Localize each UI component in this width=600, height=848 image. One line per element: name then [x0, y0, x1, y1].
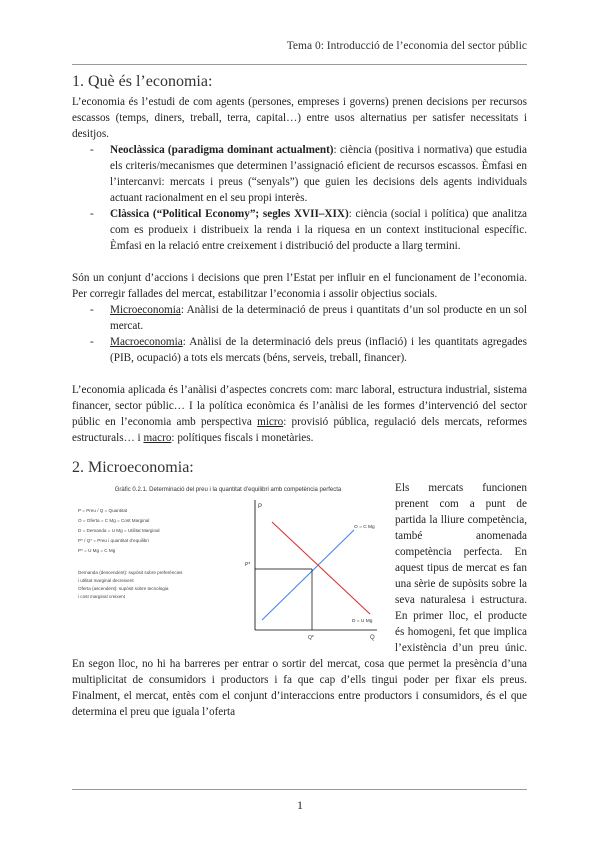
section-2-heading: 2. Microeconomia:	[72, 459, 194, 476]
state-paragraph: Són un conjunt d’accions i decisions que pren l’Estat per influir en el funcionament de l’economia. Per corregir fallades del mercat, estabilitzar l’economia i assolir objectius socials.	[72, 272, 527, 300]
definition-classical: : ciència (social i política) que analitza com es produeix i distribueix la renda i la riquesa en un context institucional específic. Èmfasi en la relació entre creixement i distribució del producte a llarg termini.	[110, 208, 527, 252]
applied-economics-paragraph: L’economia aplicada és l’anàlisi d’aspectes concrets com: marc laboral, estructura industrial, sistema financer, sector públic… I la política econòmica és l’anàlisi de les formes d’intervenció del sector públic en l’economia amb perspectiva micro: provisió pública, regulació dels mercats, reformes estructurals… i macro: polítiques fiscals i monetàries.	[72, 384, 527, 444]
legend-line: P = Preu / Q = Quantitat	[78, 508, 128, 513]
definition-microeconomics: : Anàlisi de la determinació de preus i quantitats d’un sol producte en un sol mercat.	[110, 304, 527, 332]
q-star-label: Q*	[308, 635, 314, 641]
footer-rule	[72, 789, 527, 790]
legend-line: i utilitat marginal decreixent	[78, 578, 134, 583]
legend-line: O = Oferta = C Mg = Cost Marginal	[78, 518, 150, 523]
list-item: - Macroeconomia: Anàlisi de la determinació dels preus (inflació) i les quantitats agregades (PIB, ocupació) a tots els mercats (béns, serveis, treball, financer).	[90, 336, 527, 364]
demand-label: D = U Mg	[352, 619, 373, 624]
legend-line: D = Demanda = U Mg = Utilitat Marginal	[78, 528, 160, 533]
axis-label-q: Q	[370, 635, 375, 641]
axis-label-p: P	[258, 504, 263, 510]
term-neoclassical: Neoclàssica (paradigma dominant actualment)	[110, 144, 334, 156]
legend-line: Demanda (descendent): supòsit sobre preferències	[78, 570, 183, 575]
intro-paragraph: L’economia és l’estudi de com agents (persones, empreses i governs) prenen decisions per recursos escassos (temps, diners, treball, terra, capital…) entre usos alternatius per satisfer necessitats i desitjos.	[72, 96, 527, 140]
supply-demand-figure	[72, 482, 385, 644]
term-microeconomics: Microeconomia	[110, 304, 181, 316]
schools-list	[72, 142, 527, 254]
list-item: - Microeconomia: Anàlisi de la determinació de preus i quantitats d’un sol producte en un sol mercat.	[90, 304, 527, 332]
list-item: - Neoclàssica (paradigma dominant actualment): ciència (positiva i normativa) que estudia els criteris/mecanismes que determinen l’assignació eficient de recursos escassos. Èmfasi en l’intercanvi: mercats i preus (“senyals”) que guien les decisions dels agents individuals actuant racionalment en el seu propi interès.	[90, 144, 527, 204]
legend-line: i cost marginal creixent	[78, 594, 125, 599]
figure-title: Gràfic 0.2.1. Determinació del preu i la quantitat d’equilibri amb competència perfecta	[114, 487, 342, 493]
term-classical: Clàssica (“Political Economy”; segles XVII–XIX)	[110, 208, 349, 220]
section-1-heading: 1. Què és l’economia:	[72, 73, 213, 90]
term-macroeconomics: Macroeconomia	[110, 336, 183, 348]
running-header: Tema 0: Introducció de l’economia del sector públic	[286, 40, 527, 52]
definition-macroeconomics: : Anàlisi de la determinació dels preus (inflació) i les quantitats agregades (PIB, ocupació) a tots els mercats (béns, serveis, treball, financer).	[110, 336, 527, 364]
supply-demand-chart	[72, 482, 385, 644]
page-content	[72, 72, 527, 720]
microeconomics-paragraph: Els mercats funcionen prenent com a punt de partida la lliure competència, també anomenada competència perfecta. En aquest tipus de mercat es fan una sèrie de supòsits sobre la seva naturalesa i estructura. En primer lloc, el producte és homogeni, fet que implica l’existència d’un preu únic. En segon lloc, no hi ha barreres per entrar o sortir del mercat, cosa que permet la presència d’una multiplicitat de consumidors i productors i fa que cap d’ells tingui poder per fixar els preus. Finalment, el mercat, entès com el conjunt d’interaccions entre productors i consumidors, és el que determina el preu que iguala l’oferta	[72, 482, 527, 718]
macro-term: macro	[143, 432, 172, 444]
legend-line: Oferta (ascendent): supòsit sobre tecnologia	[78, 586, 169, 591]
micro-macro-list	[72, 302, 527, 366]
header-rule	[72, 64, 527, 65]
legend-line: P* = U Mg = C Mg	[78, 548, 116, 553]
supply-label: O = C Mg	[354, 525, 375, 530]
p-star-label: P*	[245, 562, 251, 568]
definition-neoclassical: : ciència (positiva i normativa) que estudia els criteris/mecanismes que determinen l’assignació eficient de recursos escassos. Èmfasi en l’intercanvi: mercats i preus (“senyals”) que guien les decisions dels agents individuals actuant racionalment en el seu propi interès.	[110, 144, 527, 204]
micro-term: micro	[257, 416, 284, 428]
list-item: - Clàssica (“Political Economy”; segles XVII–XIX): ciència (social i política) que analitza com es produeix i distribueix la renda i la riquesa en un context institucional específic. Èmfasi en la relació entre creixement i distribució del producte a llarg termini.	[90, 208, 527, 252]
legend-line: P* / Q* = Preu i quantitat d’equilibri	[78, 538, 149, 543]
page-number: 1	[297, 798, 303, 812]
